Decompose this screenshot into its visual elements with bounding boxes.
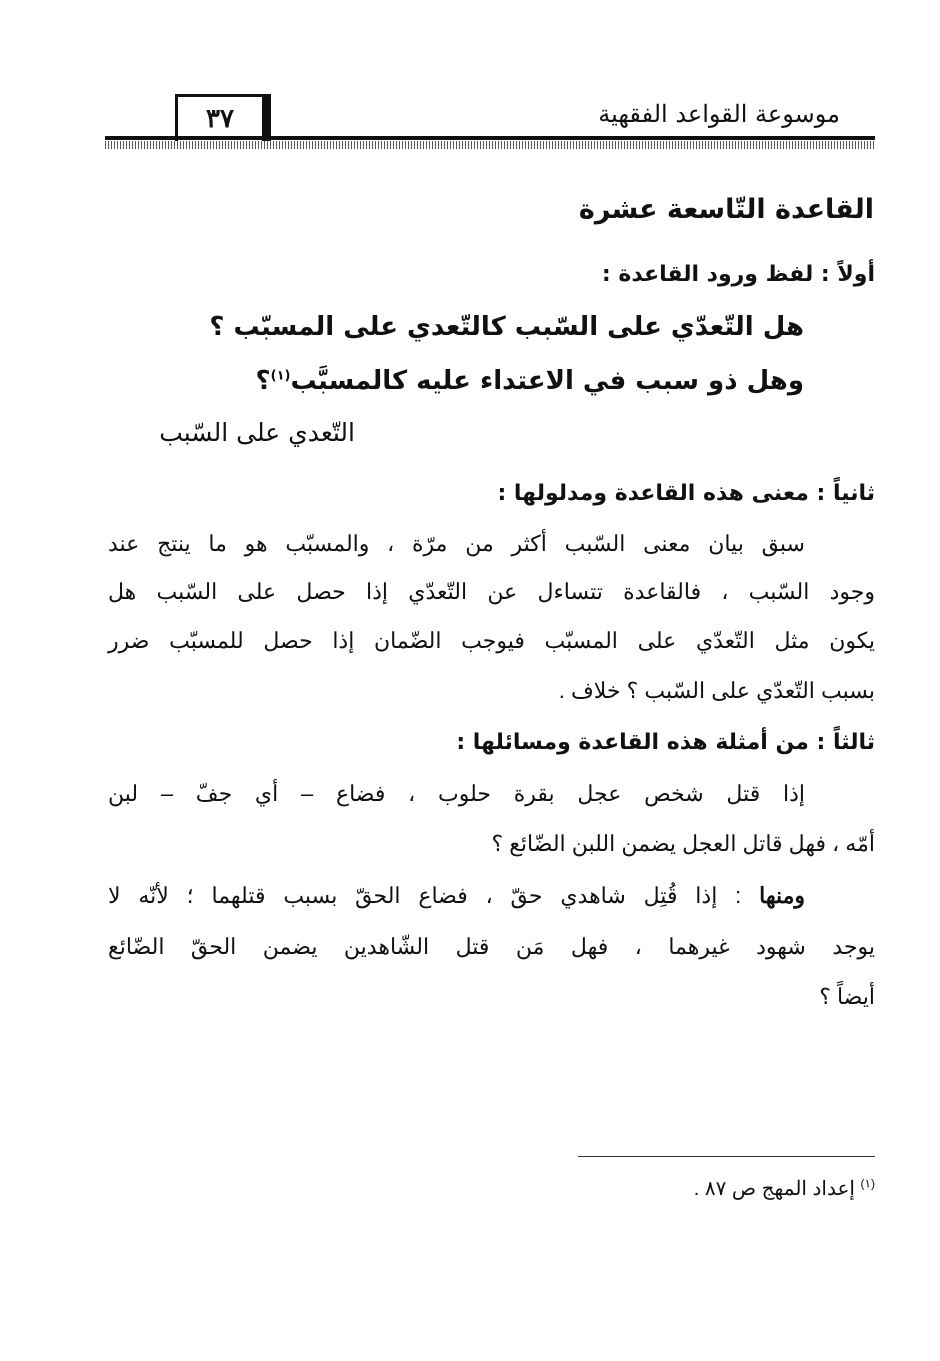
footnote-rule <box>578 1156 875 1157</box>
page-number: ٣٧ <box>175 94 265 141</box>
rule-reference: التّعدي على السّبب <box>159 418 355 447</box>
example1-line: إذا قتل شخص عجل بقرة حلوب ، فضاع – أي جفّ – لبن <box>108 781 805 806</box>
rule-statement-line1: هل التّعدّي على السّبب كالتّعدي على المسبّب ؟ <box>209 312 804 342</box>
section2-line: سبق بيان معنى السّبب أكثر من مرّة ، والمسبّب هو ما ينتج عند <box>108 531 805 556</box>
footnote-text: إعداد المهج ص ٨٧ . <box>693 1178 855 1200</box>
example1-line: أمّه ، فهل قاتل العجل يضمن اللبن الضّائع ؟ <box>491 831 875 856</box>
example2-text: : إذا قُتِل شاهدي حقّ ، فضاع الحقّ بسبب قتلهما ؛ لأنّه لا <box>108 883 742 908</box>
rule-statement-line2-text: وهل ذو سبب في الاعتداء عليه كالمسبَّب <box>290 366 804 396</box>
footnote-marker: (١) <box>270 368 291 384</box>
running-title: موسوعة القواعد الفقهية <box>598 100 840 128</box>
footnote <box>694 1176 875 1201</box>
section3-heading: ثالثاً : من أمثلة هذه القاعدة ومسائلها : <box>456 730 875 755</box>
section1-heading: أولاً : لفظ ورود القاعدة : <box>601 262 875 287</box>
section2-line: بسبب التّعدّي على السّبب ؟ خلاف . <box>558 678 875 703</box>
example2-line: أيضاً ؟ <box>819 984 875 1009</box>
section2-heading: ثانياً : معنى هذه القاعدة ومدلولها : <box>497 481 875 506</box>
example2-lead: ومنها <box>759 883 805 908</box>
header-rule <box>105 136 875 140</box>
example2-line <box>108 883 805 909</box>
footnote-number: (١) <box>860 1176 875 1191</box>
header-rule-hatch <box>105 141 875 149</box>
example2-line: يوجد شهود غيرهما ، فهل مَن قتل الشّاهدين يضمن الحقّ الضّائع <box>108 934 875 959</box>
rule-statement-line2 <box>256 366 804 396</box>
section2-line: وجود السّبب ، فالقاعدة تتساءل عن التّعدّي إذا حصل على السّبب هل <box>108 579 875 604</box>
rule-title: القاعدة التّاسعة عشرة <box>578 194 874 225</box>
rule-statement-line2-end: ؟ <box>255 366 271 396</box>
section2-line: يكون مثل التّعدّي على المسبّب فيوجب الضّمان إذا حصل للمسبّب ضرر <box>108 628 875 653</box>
